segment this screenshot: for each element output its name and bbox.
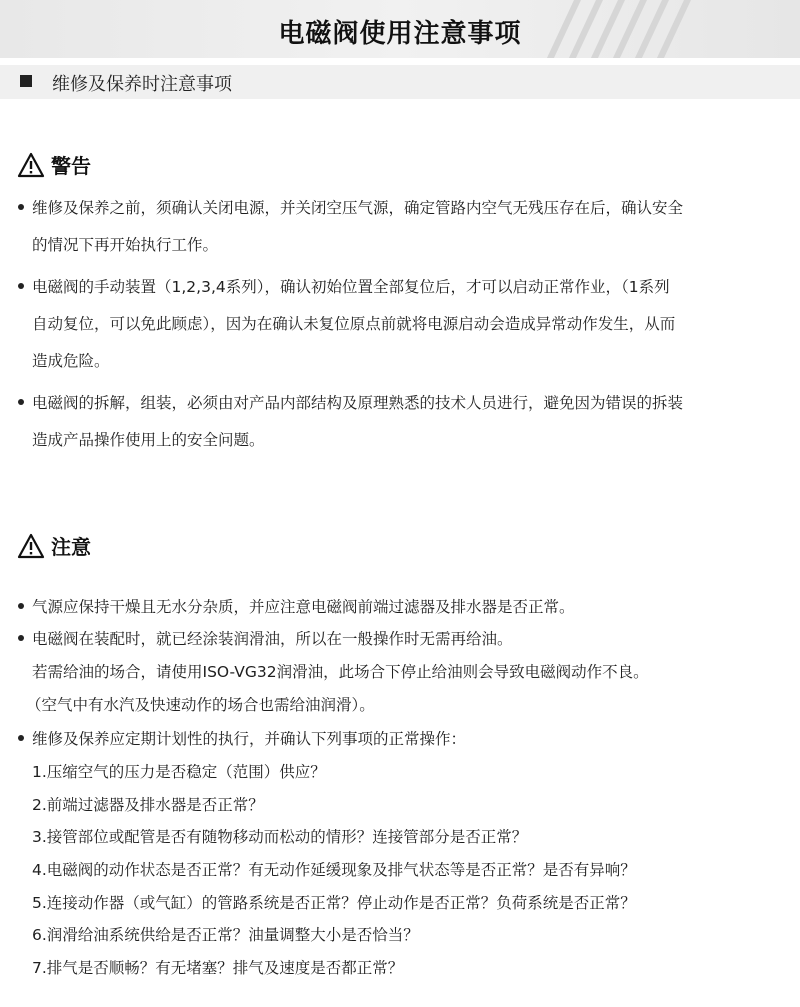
page-title: 电磁阀使用注意事项 xyxy=(278,19,522,49)
checklist-item: 1.压缩空气的压力是否稳定（范围）供应？ xyxy=(32,763,326,781)
bullet-dot-icon xyxy=(18,283,24,289)
caution-heading xyxy=(17,531,91,560)
warning-item-line: 自动复位，可以免此顾虑），因为在确认未复位原点前就将电源启动会造成异常动作发生，从而 xyxy=(32,315,676,333)
caution-item-line: （空气中有水汽及快速动作的场合也需给油润滑）。 xyxy=(26,696,375,714)
warning-item-line: 的情况下再开始执行工作。 xyxy=(32,236,219,254)
warning-item-line: 造成危险。 xyxy=(32,352,110,370)
bullet-dot-icon xyxy=(18,399,24,405)
warning-heading xyxy=(17,150,91,179)
section-subheader xyxy=(0,65,800,99)
warning-triangle-icon xyxy=(17,152,45,178)
checklist-item: 2.前端过滤器及排水器是否正常？ xyxy=(32,796,264,814)
warning-item-line: 电磁阀的手动装置（1,2,3,4系列），确认初始位置全部复位后，才可以启动正常作业，（1系列 xyxy=(32,278,670,296)
checklist-item: 3.接管部位或配管是否有随物移动而松动的情形？连接管部分是否正常？ xyxy=(32,828,528,846)
square-bullet-icon xyxy=(20,75,32,87)
warning-item-line: 电磁阀的拆解，组装，必须由对产品内部结构及原理熟悉的技术人员进行，避免因为错误的拆装 xyxy=(32,394,684,412)
caution-heading-label: 注意 xyxy=(51,535,91,559)
checklist-item: 4.电磁阀的动作状态是否正常？有无动作延缓现象及排气状态等是否正常？是否有异响？ xyxy=(32,861,636,879)
warning-item-line: 维修及保养之前，须确认关闭电源，并关闭空压气源，确定管路内空气无残压存在后，确认安全 xyxy=(32,199,684,217)
caution-item-line: 气源应保持干燥且无水分杂质，并应注意电磁阀前端过滤器及排水器是否正常。 xyxy=(32,598,575,616)
warning-heading-label: 警告 xyxy=(51,154,91,178)
bullet-dot-icon xyxy=(18,204,24,210)
checklist-item: 6.润滑给油系统供给是否正常？油量调整大小是否恰当？ xyxy=(32,926,419,944)
bullet-dot-icon xyxy=(18,635,24,641)
bullet-dot-icon xyxy=(18,735,24,741)
header-banner xyxy=(0,0,800,58)
caution-item-line: 电磁阀在装配时，就已经涂装润滑油，所以在一般操作时无需再给油。 xyxy=(32,630,513,648)
warning-item-line: 造成产品操作使用上的安全问题。 xyxy=(32,431,265,449)
bullet-dot-icon xyxy=(18,603,24,609)
caution-triangle-icon xyxy=(17,533,45,559)
caution-item-line: 维修及保养应定期计划性的执行，并确认下列事项的正常操作： xyxy=(32,730,467,748)
checklist-item: 5.连接动作器（或气缸）的管路系统是否正常？停止动作是否正常？负荷系统是否正常？ xyxy=(32,894,636,912)
checklist-item: 7.排气是否顺畅？有无堵塞？排气及速度是否都正常？ xyxy=(32,959,404,977)
caution-item-line: 若需给油的场合，请使用ISO-VG32润滑油，此场合下停止给油则会导致电磁阀动作不良。 xyxy=(32,663,649,681)
subheader-title: 维修及保养时注意事项 xyxy=(52,74,232,95)
